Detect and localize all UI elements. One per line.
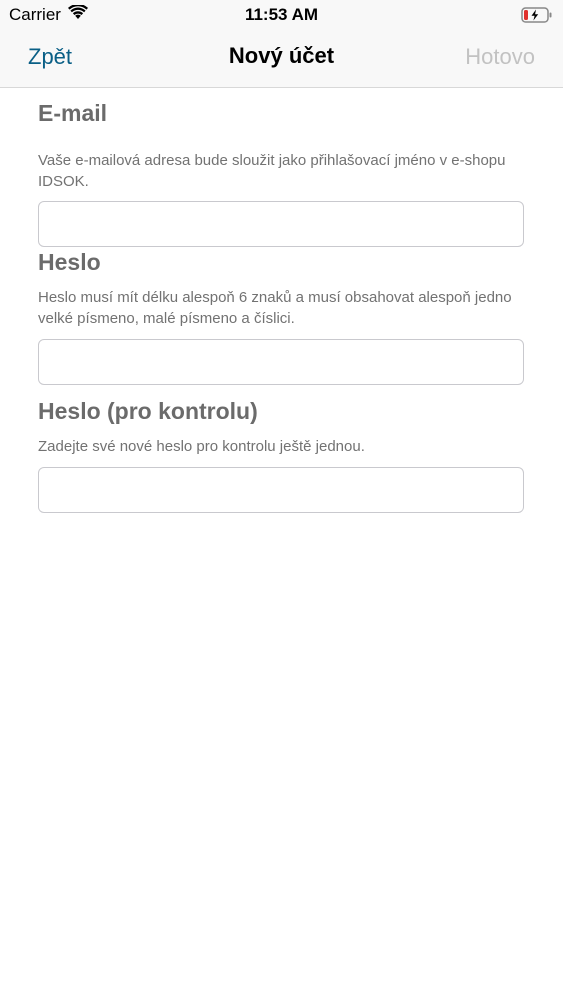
password-confirm-section-title: Heslo (pro kontrolu) — [38, 398, 258, 424]
page-title: Nový účet — [228, 43, 335, 68]
password-confirm-field[interactable] — [38, 467, 524, 513]
email-section — [38, 99, 506, 190]
carrier-label: Carrier — [9, 5, 61, 24]
email-hint: Vaše e-mailová adresa bude sloužit jako přihlašovací jméno v e-shopu IDSOK. — [38, 152, 506, 190]
password-section — [38, 248, 512, 327]
password-field[interactable] — [38, 339, 524, 385]
status-bar — [0, 0, 563, 30]
status-time: 11:53 AM — [244, 5, 319, 24]
email-field[interactable] — [38, 201, 524, 247]
back-button[interactable]: Zpět — [28, 44, 73, 69]
password-confirm-section — [38, 397, 365, 455]
email-section-title: E-mail — [38, 100, 108, 126]
battery-charging-icon — [521, 6, 554, 24]
navigation-bar — [0, 30, 563, 88]
password-confirm-hint: Zadejte své nové heslo pro kontrolu ještě jednou. — [38, 438, 365, 455]
password-section-title: Heslo — [38, 249, 101, 275]
password-hint: Heslo musí mít délku alespoň 6 znaků a musí obsahovat alespoň jedno velké písmeno, malé písmeno a číslici. — [38, 289, 512, 327]
done-button[interactable]: Hotovo — [465, 44, 535, 69]
